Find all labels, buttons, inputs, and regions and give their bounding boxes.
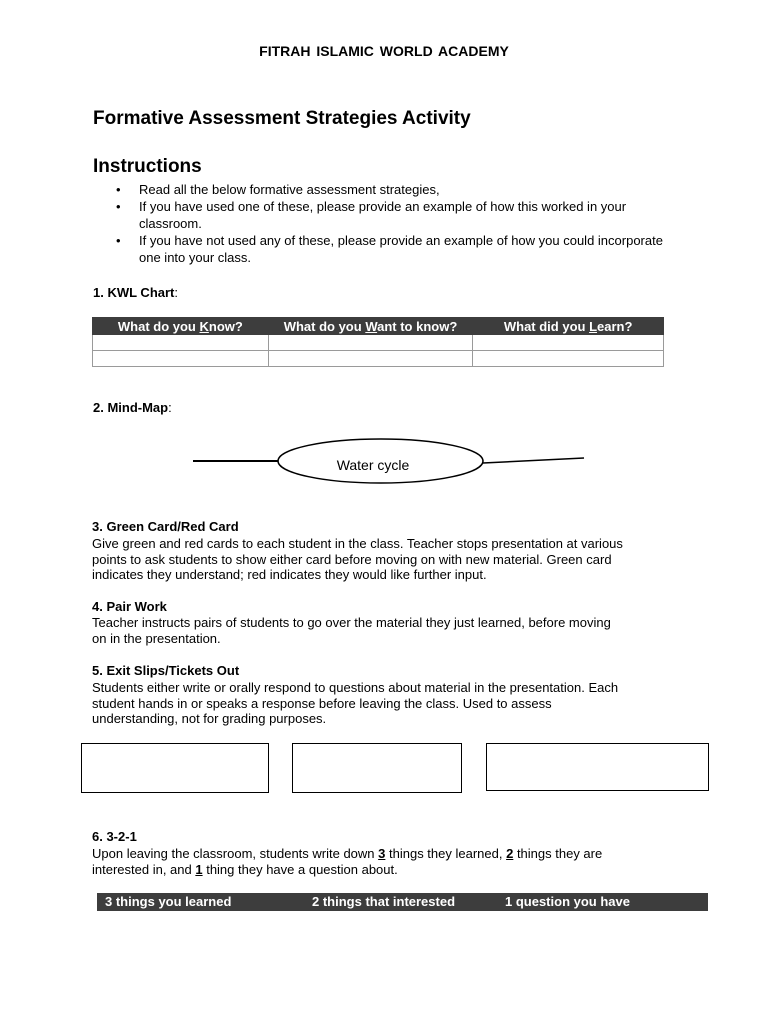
instruction-item: • Read all the below formative assessment strategies, [93, 181, 683, 198]
school-name: FITRAH ISLAMIC WORLD ACADEMY [259, 43, 509, 59]
exit-slip-box[interactable] [486, 743, 709, 791]
mindmap-title-colon: : [168, 400, 172, 415]
instructions-list [93, 181, 683, 266]
kwl-cell[interactable] [473, 335, 664, 351]
col-things-interested: 2 things that interested [312, 894, 456, 909]
green-red-title: 3. Green Card/Red Card [92, 519, 239, 534]
kwl-table [92, 317, 664, 367]
page-title: Formative Assessment Strategies Activity [93, 108, 471, 129]
instruction-item: • If you have not used any of these, please provide an example of how you could incorporate one into your class. [93, 232, 683, 266]
kwl-title [93, 285, 178, 300]
kwl-header-want: What do you Want to know? [268, 318, 473, 335]
kwl-title-text: 1. KWL Chart [93, 285, 175, 300]
three-two-one-body: Upon leaving the classroom, students write down 3 things they learned, 2 things they are interested in, and 1 thing they have a question about. [92, 846, 603, 877]
pair-work-title: 4. Pair Work [92, 599, 167, 614]
exit-slips-title: 5. Exit Slips/Tickets Out [92, 663, 240, 678]
mindmap-title [93, 400, 172, 415]
kwl-cell[interactable] [93, 335, 269, 351]
col-question: 1 question you have [505, 894, 630, 909]
kwl-header-know: What do you Know? [93, 318, 269, 335]
mind-map-center-label: Water cycle [336, 457, 410, 473]
kwl-cell[interactable] [93, 351, 269, 367]
kwl-title-colon: : [174, 285, 179, 300]
three-two-one-header-bar [97, 893, 708, 911]
instruction-item: • If you have used one of these, please provide an example of how this worked in your classroom. [93, 198, 683, 232]
col-things-learned: 3 things you learned [105, 894, 232, 909]
three-two-one-title: 6. 3-2-1 [92, 829, 137, 844]
kwl-cell[interactable] [473, 351, 664, 367]
green-red-body: Give green and red cards to each student in the class. Teacher stops presentation at various points to ask students to show either card before moving on with new material. Green card indicates they understand; red indicates they would like further input. [92, 536, 623, 582]
table-row [93, 351, 664, 367]
kwl-cell[interactable] [268, 351, 473, 367]
table-row [93, 335, 664, 351]
pair-work-body: Teacher instructs pairs of students to go over the material they just learned, before moving on in the presentation. [92, 615, 611, 646]
mind-map-branch-right [483, 458, 584, 463]
kwl-cell[interactable] [268, 335, 473, 351]
kwl-header-learn: What did you Learn? [473, 318, 664, 335]
mind-map-diagram [180, 420, 600, 490]
mindmap-title-text: 2. Mind-Map [93, 400, 169, 415]
exit-slips-body: Students either write or orally respond to questions about material in the presentation. Each student hands in or speaks a response before leaving the class. Used to assess understanding, not for grading purposes. [92, 680, 619, 726]
exit-slip-box[interactable] [292, 743, 462, 793]
exit-slip-box[interactable] [81, 743, 269, 793]
instructions-heading: Instructions [93, 156, 202, 177]
kwl-header-row [93, 318, 664, 335]
